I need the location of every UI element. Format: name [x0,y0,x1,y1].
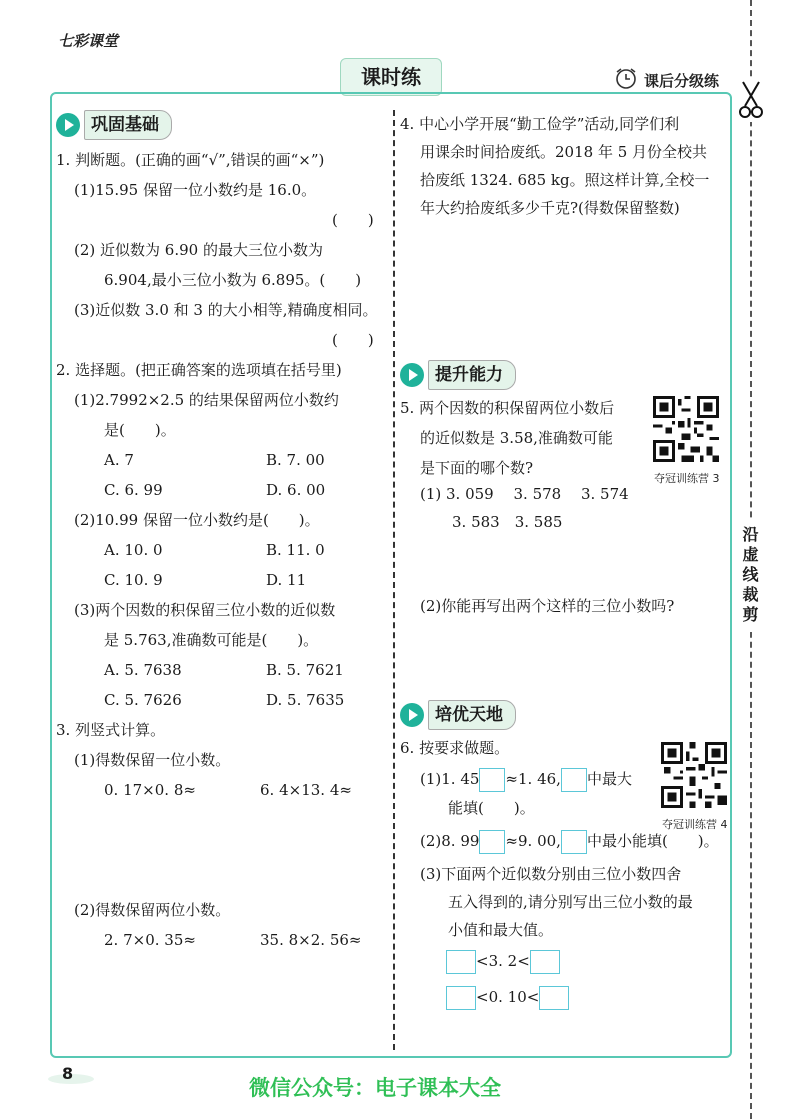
q4-line-1: 4. 中心小学开展“勤工俭学”活动,同学们利 [400,115,680,133]
series-label: 课后分级练 [644,72,720,90]
play-icon [56,113,80,137]
cut-instruction: 沿虚线裁剪 [741,520,761,632]
range-1-text: <3. 2< [476,952,530,970]
q5-line-1: 5. 两个因数的积保留两位小数后 [400,399,615,417]
section-header-advanced [400,700,516,728]
footer-watermark: 微信公众号：电子课本大全 [249,1076,501,1100]
answer-paren[interactable]: ( ) [332,331,374,349]
q3-item-2: (2)得数保留两位小数。 [74,901,231,919]
section-title: 巩固基础 [84,110,172,140]
qr-code-icon[interactable] [660,742,728,808]
answer-box[interactable] [561,768,587,792]
q2-item-3-line1: (3)两个因数的积保留三位小数的近似数 [74,601,336,619]
q2-heading: 2. 选择题。(把正确答案的选项填在括号里) [56,361,342,379]
q6-item-1-part-b: ≈1. 46, [505,770,561,788]
q6-item-1-part-c: 中最大 [586,770,632,788]
q1-item-2-line2: 6.904,最小三位小数为 6.895。( ) [104,271,362,289]
brand-logo: 七彩课堂 [58,32,119,50]
option-c[interactable]: C. 10. 9 [104,571,163,589]
calc-expression: 35. 8×2. 56≈ [260,931,362,949]
option-b[interactable]: B. 7. 00 [266,451,325,469]
q6-item-2 [420,830,719,854]
section-title: 提升能力 [428,360,516,390]
q5-item-2: (2)你能再写出两个这样的三位小数吗? [420,597,675,615]
q3-item-1: (1)得数保留一位小数。 [74,751,231,769]
play-icon [400,703,424,727]
q2-item-3-line2: 是 5.763,准确数可能是( )。 [104,631,319,649]
q6-heading: 6. 按要求做题。 [400,739,510,757]
section-header-basics [56,110,172,138]
column-divider [393,110,395,1050]
scissors-icon [737,80,765,122]
range-2-text: <0. 10< [476,988,540,1006]
q6-item-1-part-a: (1)1. 45 [420,770,480,788]
answer-paren[interactable]: ( ) [332,211,374,229]
q1-item-1: (1)15.95 保留一位小数约是 16.0。 [74,181,317,199]
calc-expression: 6. 4×13. 4≈ [260,781,352,799]
q1-heading: 1. 判断题。(正确的画“√”,错误的画“×”) [56,151,325,169]
range-row-1 [446,950,560,974]
option-a[interactable]: A. 7 [104,451,134,469]
answer-box[interactable] [479,768,505,792]
option-a[interactable]: A. 5. 7638 [104,661,182,679]
clock-icon [614,66,638,90]
answer-box[interactable] [446,986,476,1010]
q6-item-1 [420,768,632,792]
q4-line-2: 用课余时间拾废纸。2018 年 5 月份全校共 [420,143,708,161]
q6-item-3-line1: (3)下面两个近似数分别由三位小数四舍 [420,865,682,883]
option-c[interactable]: C. 5. 7626 [104,691,182,709]
range-row-2 [446,986,569,1010]
answer-box[interactable] [530,950,560,974]
answer-box[interactable] [561,830,587,854]
q5-numbers-2: 3. 583 3. 585 [452,513,563,531]
play-icon [400,363,424,387]
q1-item-3: (3)近似数 3.0 和 3 的大小相等,精确度相同。 [74,301,378,319]
q5-line-2: 的近似数是 3.58,准确数可能 [420,429,613,447]
q6-item-2-part-b: ≈9. 00, [505,832,561,850]
answer-box[interactable] [479,830,505,854]
page-number: 8 [62,1064,74,1083]
option-d[interactable]: D. 6. 00 [266,481,326,499]
q3-heading: 3. 列竖式计算。 [56,721,166,739]
q6-item-3-line2: 五入得到的,请分别写出三位小数的最 [448,893,693,911]
q4-line-4: 年大约拾废纸多少千克?(得数保留整数) [420,199,680,217]
option-c[interactable]: C. 6. 99 [104,481,163,499]
qr-caption: 夺冠训练营 3 [654,472,720,485]
option-a[interactable]: A. 10. 0 [104,541,163,559]
calc-expression: 2. 7×0. 35≈ [104,931,196,949]
q2-item-1-line1: (1)2.7992×2.5 的结果保留两位小数约 [74,391,339,409]
q1-item-2-line1: (2) 近似数为 6.90 的最大三位小数为 [74,241,323,259]
q6-item-2-part-a: (2)8. 99 [420,832,480,850]
q6-item-3-line3: 小值和最大值。 [448,921,554,939]
q2-item-2: (2)10.99 保留一位小数约是( )。 [74,511,320,529]
page-title: 课时练 [340,58,442,96]
q2-item-1-line2: 是( )。 [104,421,176,439]
option-d[interactable]: D. 11 [266,571,307,589]
q6-item-1-line2: 能填( )。 [448,799,535,817]
option-b[interactable]: B. 5. 7621 [266,661,344,679]
qr-code-icon[interactable] [652,396,720,462]
q4-line-3: 拾废纸 1324. 685 kg。照这样计算,全校一 [420,171,710,189]
section-header-improve [400,360,516,388]
option-d[interactable]: D. 5. 7635 [266,691,345,709]
q5-numbers-1: (1) 3. 059 3. 578 3. 574 [420,485,629,503]
answer-box[interactable] [539,986,569,1010]
answer-box[interactable] [446,950,476,974]
section-title: 培优天地 [428,700,516,730]
q5-line-3: 是下面的哪个数? [420,459,534,477]
calc-expression: 0. 17×0. 8≈ [104,781,196,799]
option-b[interactable]: B. 11. 0 [266,541,325,559]
q6-item-2-part-c: 中最小能填( )。 [586,832,719,850]
qr-caption: 夺冠训练营 4 [662,818,728,831]
